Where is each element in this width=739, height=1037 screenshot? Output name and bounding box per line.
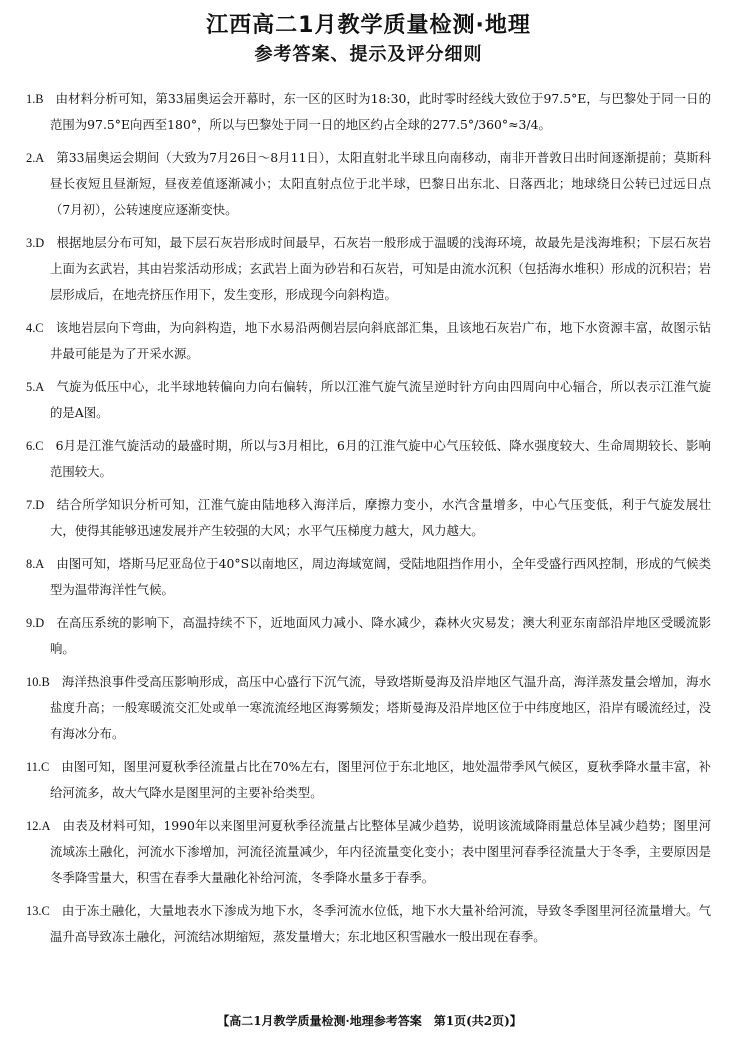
answer-choice: B <box>35 92 44 106</box>
answer-explanation: 气旋为低压中心，北半球地转偏向力向右偏转，所以江淮气旋气流呈逆时针方向由四周向中心辐合，所以表示江淮气旋的是A图。 <box>50 379 711 420</box>
answer-choice: B <box>41 675 50 689</box>
answer-choice: A <box>41 819 51 833</box>
answer-choice: C <box>41 760 50 774</box>
answer-number: 2. <box>26 151 36 165</box>
answer-explanation: 第33届奥运会期间（大致为7月26日～8月11日），太阳直射北半球且向南移动，南非开普敦日出时间逐渐提前；莫斯科昼长夜短且昼渐短，昼夜差值逐渐减小；太阳直射点位于北半球，巴黎日出东北、日落西北；地球绕日公转已过远日点（7月初），公转速度应逐渐变快。 <box>50 150 711 217</box>
answer-explanation: 由表及材料可知，1990年以来图里河夏秋季径流量占比整体呈减少趋势，说明该流域降雨量总体呈减少趋势；图里河流域冻土融化，河流水下渗增加，河流径流量减少，年内径流量变化变小；表中图里河春季径流量大于冬季，主要原因是冬季降雪量大，积雪在春季大量融化补给河流，冬季降水量多于春季。 <box>50 818 711 885</box>
answer-number: 1. <box>26 92 36 106</box>
answer-choice: C <box>35 321 44 335</box>
answer-explanation: 该地岩层向下弯曲，为向斜构造，地下水易沿两侧岩层向斜底部汇集，且该地石灰岩广布，地下水资源丰富，故图示钻井最可能是为了开采水源。 <box>50 320 711 361</box>
answer-explanation: 由图可知，塔斯马尼亚岛位于40°S以南地区，周边海域宽阔，受陆地阻挡作用小，全年受盛行西风控制，形成的气候类型为温带海洋性气候。 <box>50 556 711 597</box>
answer-choice: D <box>35 616 45 630</box>
answer-item <box>26 492 711 544</box>
answer-choice: C <box>35 439 44 453</box>
answer-item <box>26 374 711 426</box>
answer-number: 3. <box>26 236 36 250</box>
answer-choice: D <box>35 498 45 512</box>
page-footer: 【高二1月教学质量检测·地理参考答案 第1页(共2页)】 <box>217 1014 522 1028</box>
answer-item <box>26 754 711 806</box>
answer-number: 7. <box>26 498 36 512</box>
answer-item <box>26 230 711 308</box>
answer-item <box>26 86 711 138</box>
answer-number: 12. <box>26 819 42 833</box>
answer-number: 10. <box>26 675 42 689</box>
answer-item <box>26 551 711 603</box>
answer-explanation: 在高压系统的影响下，高温持续不下，近地面风力减小、降水减少，森林火灾易发；澳大利亚东南部沿岸地区受暖流影响。 <box>50 615 711 656</box>
answer-item <box>26 669 711 747</box>
answer-number: 6. <box>26 439 36 453</box>
answer-item <box>26 433 711 485</box>
answer-explanation: 结合所学知识分析可知，江淮气旋由陆地移入海洋后，摩擦力变小，水汽含量增多，中心气压变低，利于气旋发展壮大，使得其能够迅速发展并产生较强的大风；水平气压梯度力越大，风力越大。 <box>50 497 711 538</box>
answer-item <box>26 898 711 950</box>
answer-item <box>26 145 711 223</box>
answer-explanation: 由于冻土融化，大量地表水下渗成为地下水，冬季河流水位低，地下水大量补给河流，导致冬季图里河径流量增大。气温升高导致冻土融化，河流结冰期缩短，蒸发量增大；东北地区积雪融水一般出现在春季。 <box>50 903 711 944</box>
answer-number: 4. <box>26 321 36 335</box>
page-subtitle: 参考答案、提示及评分细则 <box>254 44 483 65</box>
answer-explanation: 由图可知，图里河夏秋季径流量占比在70%左右，图里河位于东北地区，地处温带季风气候区，夏秋季降水量丰富，补给河流多，故大气降水是图里河的主要补给类型。 <box>50 759 711 800</box>
answer-list <box>26 86 711 950</box>
answer-number: 5. <box>26 380 36 394</box>
answer-explanation: 6月是江淮气旋活动的最盛时期，所以与3月相比，6月的江淮气旋中心气压较低、降水强度较大、生命周期较长、影响范围较大。 <box>50 438 711 479</box>
answer-number: 11. <box>26 760 42 774</box>
answer-choice: D <box>35 236 45 250</box>
answer-item <box>26 610 711 662</box>
answer-explanation: 由材料分析可知，第33届奥运会开幕时，东一区的区时为18:30，此时零时经线大致位于97.5°E，与巴黎处于同一日的范围为97.5°E向西至180°，所以与巴黎处于同一日的地区约占全球的277.5°/360°≈3/4。 <box>50 91 711 132</box>
answer-number: 9. <box>26 616 36 630</box>
answer-choice: A <box>35 557 45 571</box>
answer-explanation: 根据地层分布可知，最下层石灰岩形成时间最早，石灰岩一般形成于温暖的浅海环境，故最先是浅海堆积；下层石灰岩上面为玄武岩，其由岩浆活动形成；玄武岩上面为砂岩和石灰岩，可知是由流水沉积（包括海水堆积）形成的沉积岩；岩层形成后，在地壳挤压作用下，发生变形，形成现今向斜构造。 <box>50 235 711 302</box>
answer-choice: A <box>35 151 45 165</box>
answer-choice: C <box>41 904 50 918</box>
page-title: 江西高二1月教学质量检测·地理 <box>206 13 531 38</box>
answer-item <box>26 813 711 891</box>
answer-number: 13. <box>26 904 42 918</box>
answer-number: 8. <box>26 557 36 571</box>
answer-explanation: 海洋热浪事件受高压影响形成，高压中心盛行下沉气流，导致塔斯曼海及沿岸地区气温升高，海洋蒸发量会增加，海水盐度升高；一般寒暖流交汇处或单一寒流流经地区海雾频发；塔斯曼海及沿岸地区位于中纬度地区，沿岸有暖流经过，没有海冰分布。 <box>50 674 711 741</box>
answer-choice: A <box>35 380 45 394</box>
answer-item <box>26 315 711 367</box>
